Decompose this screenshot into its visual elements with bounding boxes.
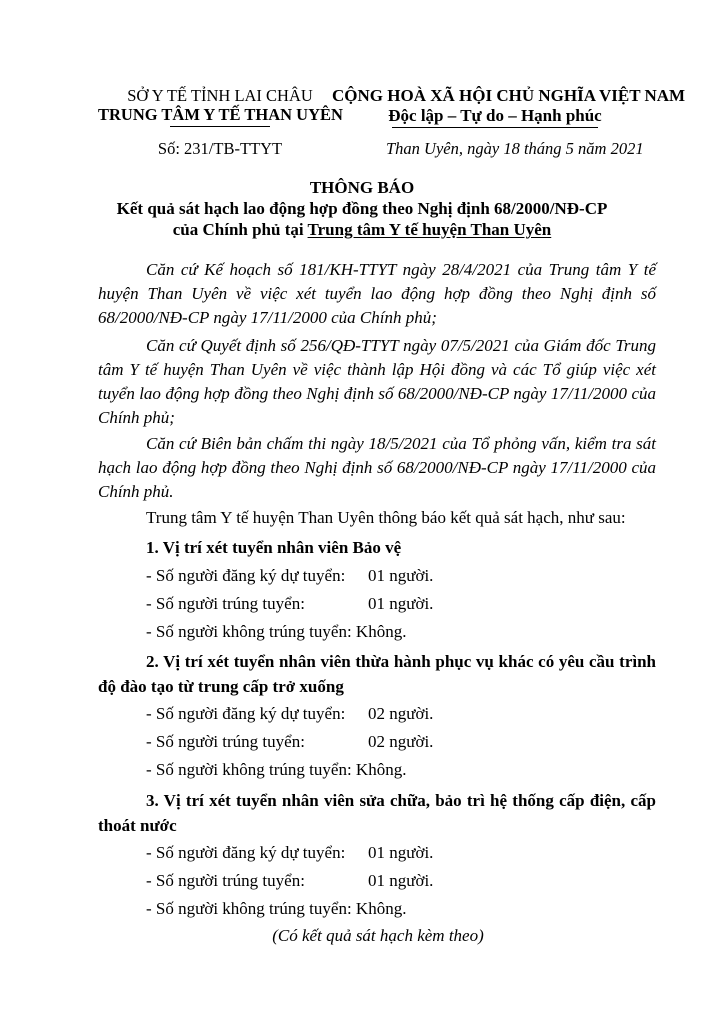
preamble-2: Căn cứ Quyết định số 256/QĐ-TTYT ngày 07/5/2021 của Giám đốc Trung tâm Y tế huyện Than Uyên về việc thành lập Hội đồng và các Tổ giúp việc xét tuyển lao động hợp đồng theo Nghị định số 68/2000/NĐ-CP ngày 17/11/2000 của Chính phủ; (98, 336, 656, 427)
list-item: - Số người đăng ký dự tuyển: 02 người. (146, 704, 434, 723)
agency-underline (170, 126, 270, 127)
section-3-heading: 3. Vị trí xét tuyển nhân viên sửa chữa, bảo trì hệ thống cấp điện, cấp thoát nước (98, 791, 656, 835)
document-title: THÔNG BÁO (309, 178, 415, 197)
list-item: - Số người không trúng tuyển: Không. (146, 622, 407, 641)
intro-text: Trung tâm Y tế huyện Than Uyên thông báo kết quả sát hạch, như sau: (146, 508, 626, 527)
subtitle-underlined: Trung tâm Y tế huyện Than Uyên (307, 220, 552, 239)
preamble-1: Căn cứ Kế hoạch số 181/KH-TTYT ngày 28/4/2021 của Trung tâm Y tế huyện Than Uyên về việc xét tuyển lao động hợp đồng theo Nghị định số 68/2000/NĐ-CP ngày 17/11/2000 của Chính phủ; (98, 260, 656, 327)
national-motto: Độc lập – Tự do – Hạnh phúc (332, 106, 658, 128)
national-title: CỘNG HOÀ XÃ HỘI CHỦ NGHĨA VIỆT NAM (332, 86, 686, 105)
attachment-note: (Có kết quả sát hạch kèm theo) (272, 926, 484, 945)
list-item: - Số người trúng tuyển: 01 người. (146, 594, 434, 613)
motto-underline (392, 127, 598, 128)
list-item: - Số người không trúng tuyển: Không. (146, 899, 407, 918)
list-item: - Số người không trúng tuyển: Không. (146, 760, 407, 779)
preamble-3: Căn cứ Biên bản chấm thi ngày 18/5/2021 của Tổ phỏng vấn, kiểm tra sát hạch lao động hợp đồng theo Nghị định số 68/2000/NĐ-CP ngày 17/11/2000 của Chính phủ. (98, 434, 656, 501)
list-item: - Số người đăng ký dự tuyển: 01 người. (146, 843, 434, 862)
document-number: Số: 231/TB-TTYT (157, 139, 283, 158)
agency-parent: SỞ Y TẾ TỈNH LAI CHÂU (127, 86, 313, 105)
section-1-heading: 1. Vị trí xét tuyển nhân viên Bảo vệ (146, 538, 402, 557)
list-item: - Số người trúng tuyển: 02 người. (146, 732, 434, 751)
document-subtitle-line2: của Chính phủ tại Trung tâm Y tế huyện Than Uyên (172, 220, 552, 239)
list-item: - Số người trúng tuyển: 01 người. (146, 871, 434, 890)
section-2-heading: 2. Vị trí xét tuyển nhân viên thừa hành phục vụ khác có yêu cầu trình độ đào tạo từ trung cấp trở xuống (98, 652, 656, 696)
place-date: Than Uyên, ngày 18 tháng 5 năm 2021 (386, 139, 644, 158)
list-item: - Số người đăng ký dự tuyển: 01 người. (146, 566, 434, 585)
agency-name: TRUNG TÂM Y TẾ THAN UYÊN (98, 105, 342, 127)
document-subtitle-line1: Kết quả sát hạch lao động hợp đồng theo Nghị định 68/2000/NĐ-CP (116, 199, 608, 218)
